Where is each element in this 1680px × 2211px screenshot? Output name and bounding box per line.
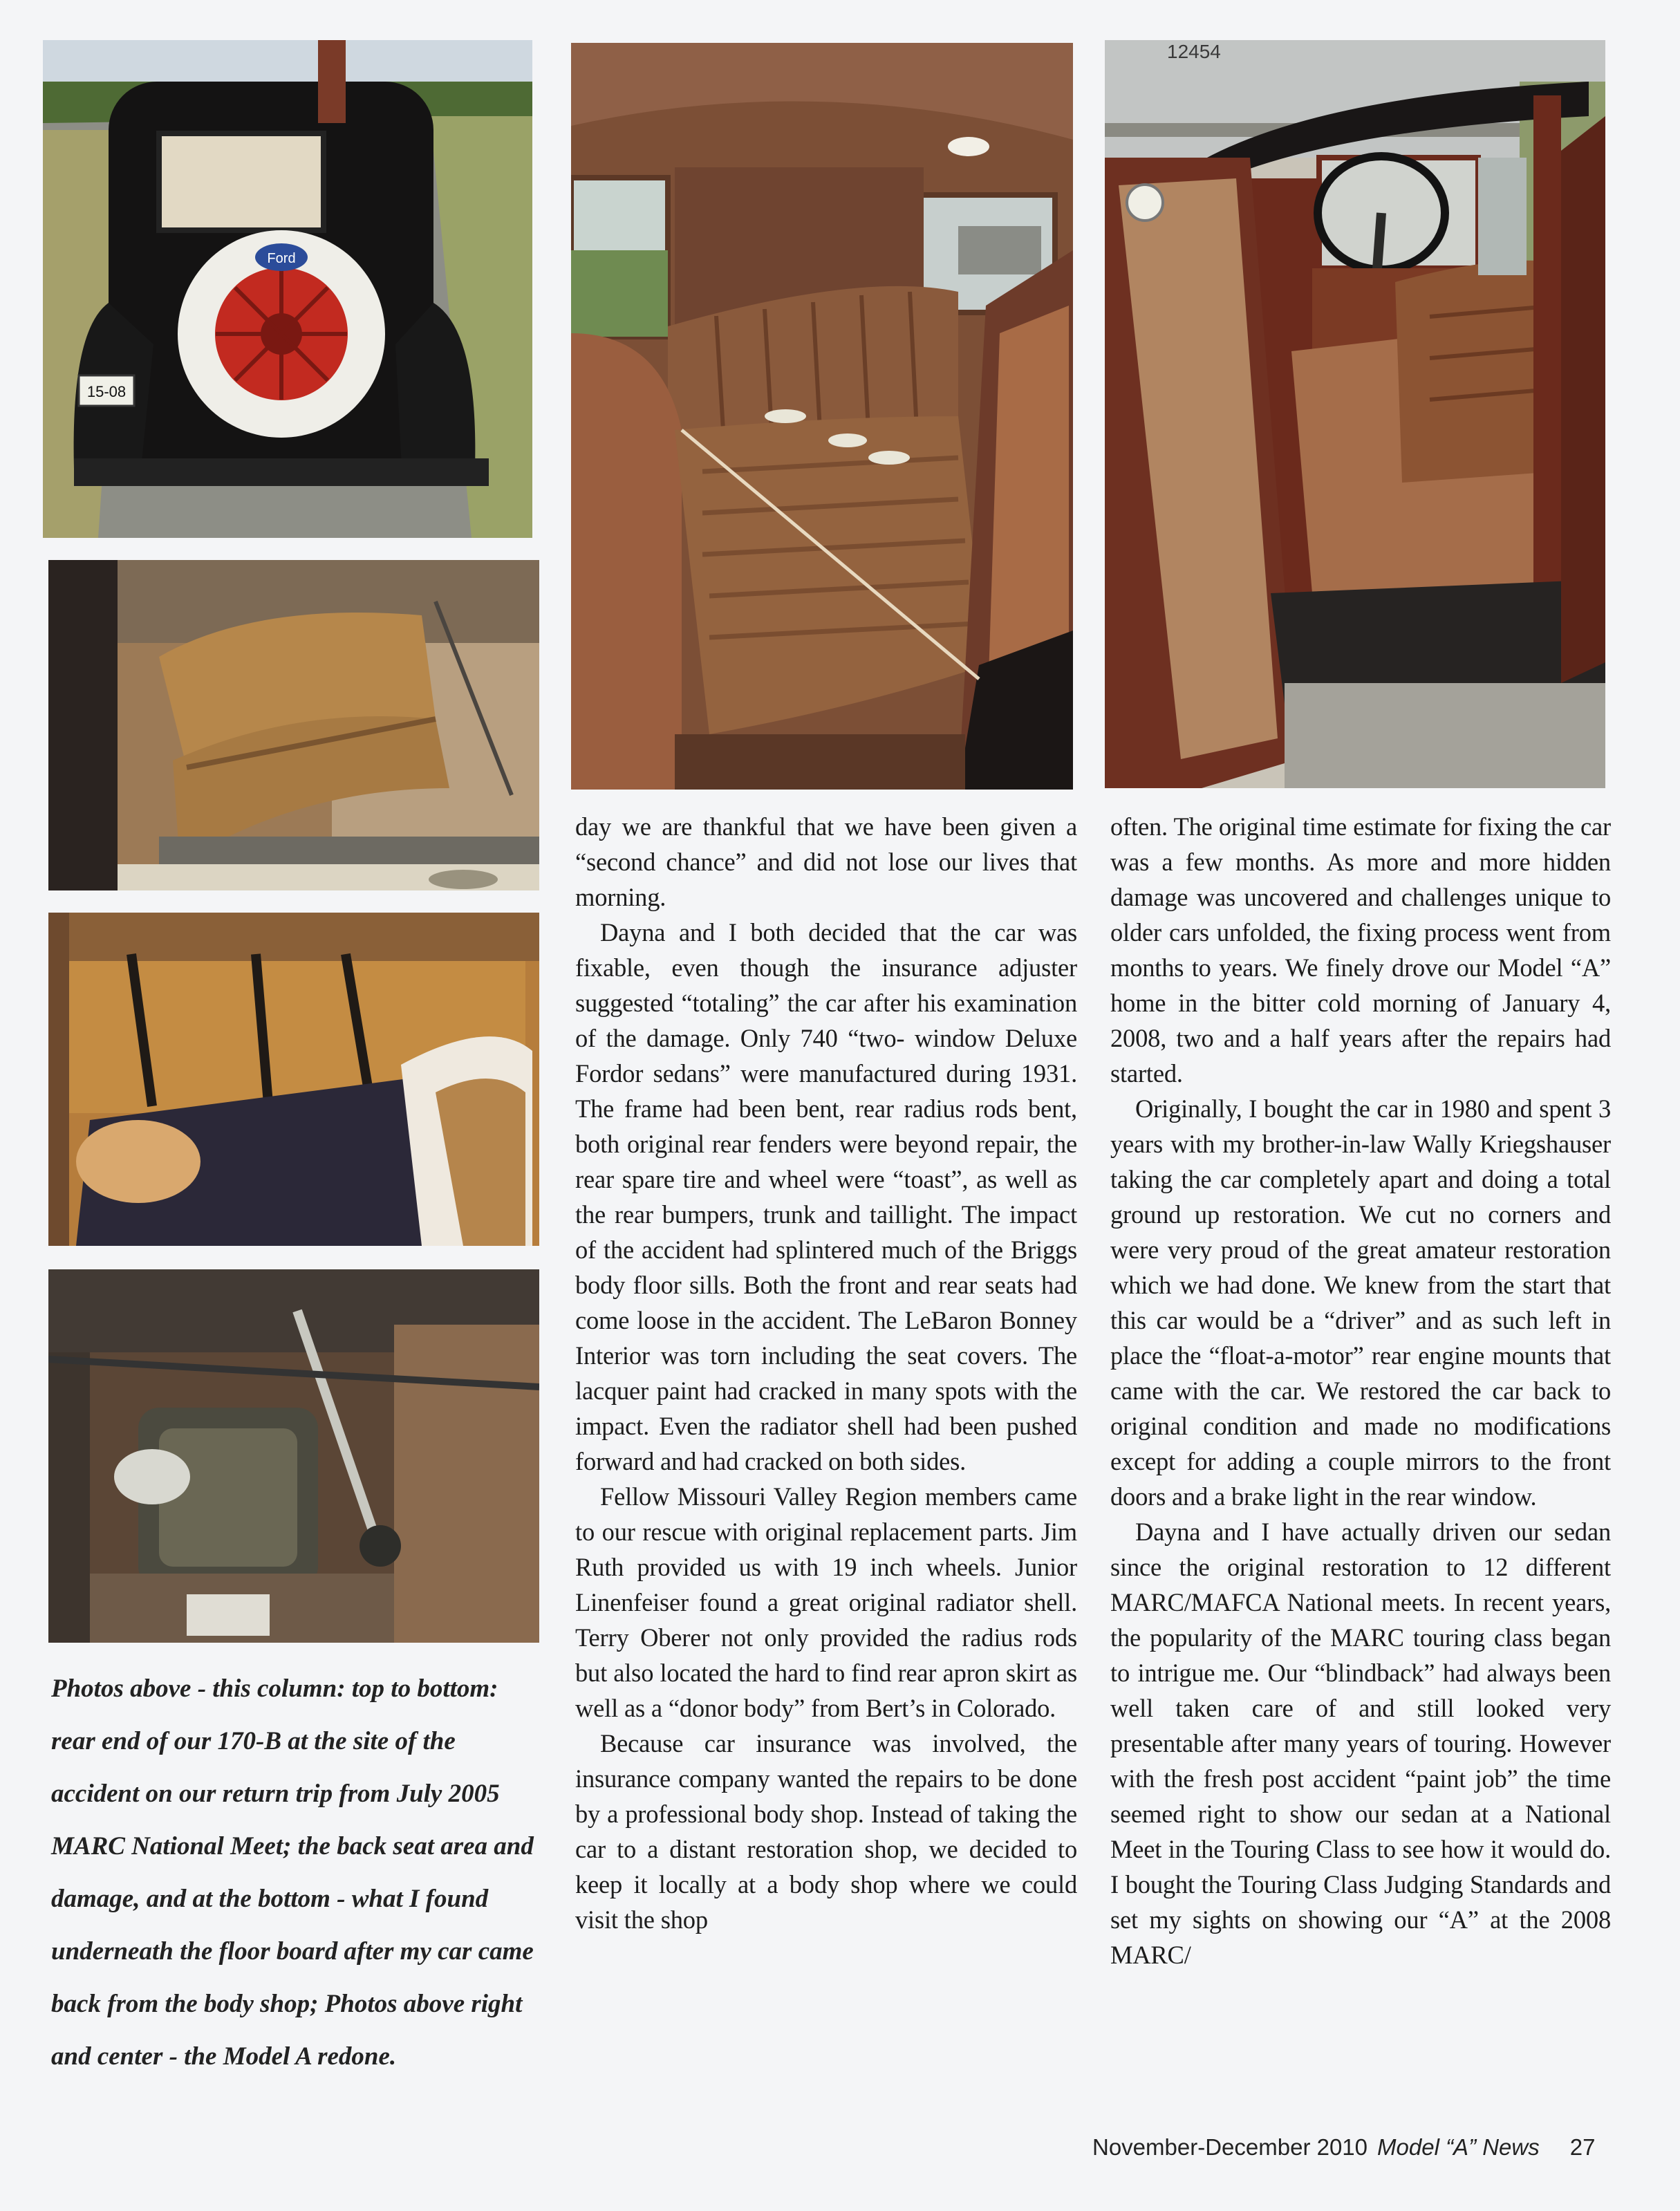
magazine-title: Model “A” News — [1377, 2134, 1540, 2160]
article-column-right — [1110, 809, 1611, 1972]
paragraph: Dayna and I both decided that the car was fixable, even though the insurance adjuster suggested “totaling” the car after his examination of the damage. Only 740 “two- window Deluxe Fordor sedans” were manufactured during 1931. The frame had been bent, rear radius rods bent, both original rear fenders were beyond repair, the rear spare tire and wheel were “toast”, as well as the rear bumpers, trunk and taillight. The impact of the accident had splintered much of the Briggs body floor sills. Both the front and rear seats had come loose in the accident. The LeBaron Bonney Interior was torn including the seat covers. The lacquer paint had cracked in many spots with the impact. Even the radiator shell had been pushed forward and had cracked on both sides. — [575, 918, 1077, 1475]
photo-seat-frame — [48, 913, 539, 1246]
paragraph: Originally, I bought the car in 1980 and spent 3 years with my brother-in-law Wally Kriegshauser taking the car completely apart and doing a total ground up restoration. We cut no corners and were very proud of the great amateur restoration which we had done. We knew from the start that this car would be a “driver” and as such left in place the “float-a-motor” rear engine mounts that came with the car. We restored the car back to original condition and made no modifications except for adding a couple mirrors to the front doors and a brake light in the rear window. — [1110, 1094, 1611, 1511]
article-column-middle — [575, 809, 1077, 1937]
page-number: 27 — [1569, 2134, 1596, 2160]
issue-date: November-December 2010 — [1092, 2134, 1368, 2160]
page-footer — [1092, 2134, 1618, 2161]
photo-interior-rear — [571, 43, 1073, 790]
paragraph: Because car insurance was involved, the insurance company wanted the repairs to be done by a professional body shop. Instead of taking the car to a distant restoration shop, we decided to keep it locally at a body shop where we could visit the shop — [575, 1729, 1077, 1934]
photo-caption: Photos above - this column: top to bottom: rear end of our 170-B at the site of the accident on our return trip from July 2005 MARC National Meet; the back seat area and damage, and at the bottom - what I found underneath the floor board after my car came back from the body shop; Photos above right and center - the Model A redone. — [51, 1674, 534, 2071]
photo-back-seat — [48, 560, 539, 890]
paragraph: often. The original time estimate for fixing the car was a few months. As more and more hidden damage was uncovered and challenges unique to older cars unfolded, the fixing process went from months to years. We finely drove our Model “A” home in the bitter cold morning of January 4, 2008, two and a half years after the repairs had started. — [1110, 812, 1611, 1088]
paragraph: Dayna and I have actually driven our sedan since the original restoration to 12 different MARC/MAFCA National meets. In recent years, the popularity of the MARC touring class began to intrigue me. Our “blindback” had always been well taken care of and still looked very presentable after many years of touring. However with the fresh post accident “paint job” the time seemed right to show our sedan at a National Meet in the Touring Class to see how it would do. I bought the Touring Class Judging Standards and set my sights on showing our “A” at the 2008 MARC/ — [1110, 1518, 1611, 1969]
photo-interior-front — [1105, 40, 1605, 788]
garage-number: 12454 — [1167, 41, 1221, 62]
photo-underfloor — [48, 1269, 539, 1643]
paragraph: day we are thankful that we have been given a “second chance” and did not lose our lives that morning. — [575, 812, 1077, 911]
spare-ford-badge: Ford — [267, 251, 296, 266]
photo-rear-end — [43, 40, 532, 538]
paragraph: Fellow Missouri Valley Region members came to our rescue with original replacement parts. Jim Ruth provided us with 19 inch wheels. Junior Linenfeiser found a great original radiator shell. Terry Oberer not only provided the radius rods but also located the hard to find rear apron skirt as well as a “donor body” from Bert’s in Colorado. — [575, 1482, 1077, 1722]
license-plate: 15-08 — [86, 383, 127, 400]
